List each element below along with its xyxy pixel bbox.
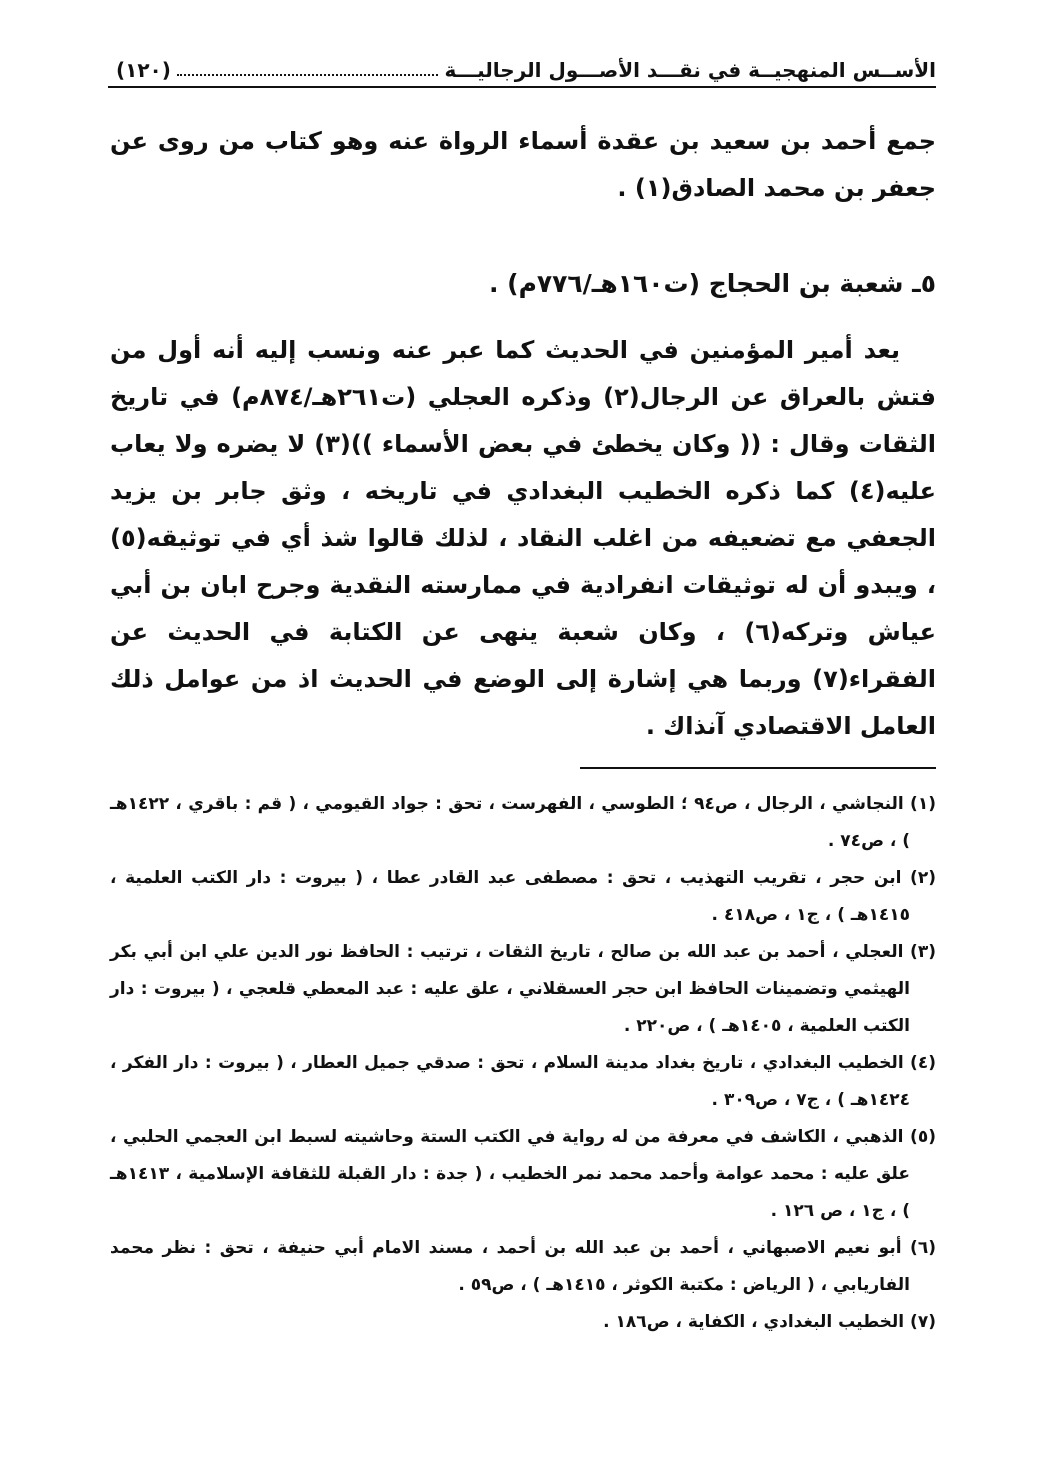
footnotes xyxy=(110,786,936,1341)
header-rule xyxy=(108,86,936,88)
page-number: (١٢٠) xyxy=(116,58,171,82)
footnote-7: (٧) الخطيب البغدادي ، الكفاية ، ص١٨٦ . xyxy=(603,1312,936,1332)
footnote-rule xyxy=(580,767,936,769)
paragraph-1: جمع أحمد بن سعيد بن عقدة أسماء الرواة عنه وهو كتاب من روى عن جعفر بن محمد الصادق(١) . xyxy=(110,127,936,202)
footnote-3: (٣) العجلي ، أحمد بن عبد الله بن صالح ، تاريخ الثقات ، ترتيب : الحافظ نور الدين علي ابن أبي بكر الهيثمي وتضمينات الحافظ ابن حجر العسقلاني ، علق عليه : عبد المعطي قلعجي ، ( بيروت : دار الكتب العلمية ، ١٤٠٥هـ ) ، ص٢٢٠ . xyxy=(110,942,936,1036)
footnote-2: (٢) ابن حجر ، تقريب التهذيب ، تحق : مصطفى عبد القادر عطا ، ( بيروت : دار الكتب العلمية ، ١٤١٥هـ ) ، ج١ ، ص٤١٨ . xyxy=(110,868,936,925)
paragraph-2-text: يعد أمير المؤمنين في الحديث كما عبر عنه ونسب إليه أنه أول من فتش بالعراق عن الرجال(٢) وذكره العجلي (ت٢٦١هـ/٨٧٤م) في تاريخ الثقات وقال : (( وكان يخطئ في بعض الأسماء ))(٣) لا يضره ولا يعاب عليه(٤) كما ذكره الخطيب البغدادي في تاريخه ، وثق جابر بن يزيد الجعفي مع تضعيفه من اغلب النقاد ، لذلك قالوا شذ أي في توثيقه(٥) ، ويبدو أن له توثيقات انفرادية في ممارسته النقدية وجرح ابان بن أبي عياش وتركه(٦) ، وكان شعبة ينهى عن الكتابة في الحديث عن الفقراء(٧) وربما هي إشارة إلى الوضع في الحديث اذ من عوامل ذلك العامل الاقتصادي آنذاك . xyxy=(110,336,937,740)
paragraph-2 xyxy=(110,327,936,750)
footnote-4: (٤) الخطيب البغدادي ، تاريخ بغداد مدينة السلام ، تحق : صدقي جميل العطار ، ( بيروت : دار الفكر ، ١٤٢٤هـ ) ، ج٧ ، ص٣٠٩ . xyxy=(110,1053,936,1110)
section-heading: ٥ـ شعبة بن الحجاج (ت١٦٠هـ/٧٧٦م) . xyxy=(488,269,936,298)
running-header xyxy=(110,52,936,82)
dot-leader xyxy=(177,74,439,76)
running-title: الأســس المنهجيــة في نقـــد الأصـــول الرجاليـــة xyxy=(444,58,936,82)
footnote-6: (٦) أبو نعيم الاصبهاني ، أحمد بن عبد الله بن أحمد ، مسند الامام أبي حنيفة ، تحق : نظر محمد الفاريابي ، ( الرياض : مكتبة الكوثر ، ١٤١٥هـ ) ، ص٥٩ . xyxy=(110,1238,936,1295)
footnote-5: (٥) الذهبي ، الكاشف في معرفة من له رواية في الكتب الستة وحاشيته لسبط ابن العجمي الحلبي ، علق عليه : محمد عوامة وأحمد محمد نمر الخطيب ، ( جدة : دار القبلة للثقافة الإسلامية ، ١٤١٣هـ ) ، ج١ ، ص ١٢٦ . xyxy=(110,1127,936,1221)
footnote-1: (١) النجاشي ، الرجال ، ص٩٤ ؛ الطوسي ، الفهرست ، تحق : جواد القيومي ، ( قم : باقري ، ١٤٢٢هـ ) ، ص٧٤ . xyxy=(110,794,936,851)
